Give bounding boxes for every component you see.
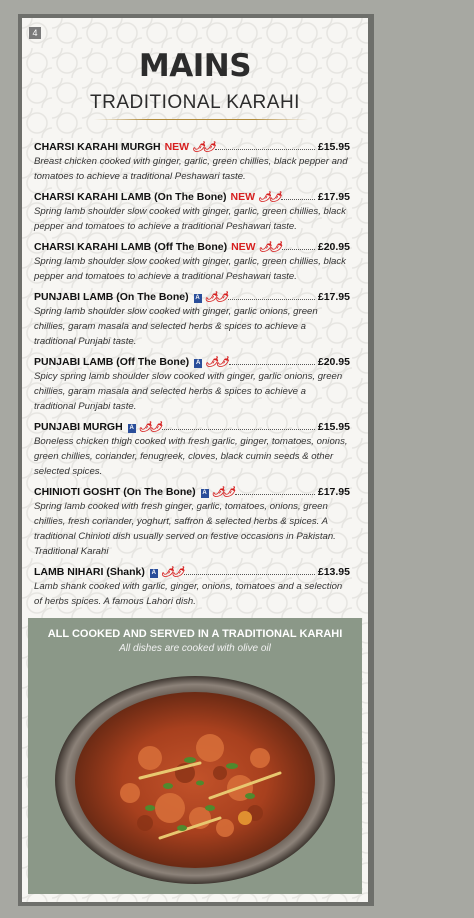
menu-item-description: Spicy spring lamb shoulder slow cooked with ginger, garlic onions, green chillies, garam masala and selected herbs & spices to achieve a traditional Punjabi taste.	[34, 371, 343, 412]
menu-item-header	[34, 138, 350, 153]
menu-item	[34, 288, 350, 349]
menu-item-name: PUNJABI LAMB (Off The Bone)	[34, 356, 190, 368]
menu-item-description: Spring lamb cooked with fresh ginger, garlic, tomatoes, onions, green chillies, fresh coriander, yoghurt, saffron & selected herbs & spices. A traditional Chinioti dish usually served on festive occasions in Pakistan. Traditional Karahi	[34, 501, 336, 557]
section-subtitle: TRADITIONAL KARAHI	[90, 92, 300, 113]
menu-item-name: CHARSI KARAHI LAMB (Off The Bone)	[34, 241, 228, 253]
menu-item-name: CHARSI KARAHI LAMB (On The Bone)	[34, 191, 227, 203]
menu-item-price: £15.95	[317, 421, 350, 433]
page-number: 4	[29, 27, 41, 39]
menu-item-header	[34, 238, 350, 253]
allergen-icon: A	[195, 295, 200, 301]
title-divider	[94, 119, 308, 120]
allergen-icon: A	[202, 490, 207, 496]
allergen-icon: A	[129, 425, 134, 431]
menu-item	[34, 353, 350, 414]
dot-leader	[184, 574, 315, 575]
menu-item	[34, 483, 350, 559]
dot-leader	[235, 494, 315, 495]
allergen-icon: A	[151, 570, 157, 576]
chilli-icon: 🌶🌶	[192, 142, 214, 153]
menu-item-header	[34, 418, 350, 433]
menu-item-name: CHARSI KARAHI MURGH	[34, 141, 161, 153]
dot-leader	[282, 249, 315, 250]
chilli-icon: 🌶🌶	[205, 357, 227, 368]
menu-item	[34, 418, 350, 479]
menu-item-header	[34, 353, 350, 368]
menu-item-header	[34, 188, 350, 203]
menu-item	[34, 563, 350, 609]
menu-item-price: £15.95	[317, 141, 350, 153]
karahi-photo-panel	[28, 618, 362, 894]
menu-item	[34, 138, 350, 184]
dot-leader	[162, 429, 315, 430]
dot-leader	[229, 364, 315, 365]
menu-item-price: £17.95	[317, 191, 350, 203]
menu-item-header	[34, 288, 350, 303]
menu-item-price: £13.95	[317, 566, 350, 578]
page-title: MAINS	[138, 48, 252, 84]
menu-item-header	[34, 563, 350, 578]
panel-title: ALL COOKED AND SERVED IN A TRADITIONAL KARAHI	[47, 628, 343, 640]
menu-item-price: £20.95	[317, 356, 350, 368]
menu-item-description: Boneless chicken thigh cooked with fresh garlic, ginger, tomatoes, onions, green chillies, coriander, fenugreek, cloves, black cumin seeds & other selected spices.	[34, 436, 348, 477]
new-badge: NEW	[230, 191, 255, 203]
menu-item	[34, 238, 350, 284]
menu-item-description: Breast chicken cooked with ginger, garlic, green chillies, black pepper and tomatoes to achieve a traditional Peshawari taste.	[34, 156, 348, 182]
karahi-dish-photo	[50, 668, 340, 888]
chilli-icon: 🌶🌶	[211, 487, 233, 498]
chilli-icon: 🌶🌶	[204, 292, 226, 303]
menu-item-description: Spring lamb shoulder slow cooked with ginger, garlic onions, green chillies, garam masala and selected herbs & spices to achieve a traditional Punjabi taste.	[34, 306, 318, 347]
chilli-icon: 🌶🌶	[138, 422, 161, 433]
dot-leader	[228, 299, 315, 300]
menu-item-name: PUNJABI MURGH	[34, 421, 123, 433]
chilli-icon: 🌶🌶	[258, 242, 280, 253]
dot-leader	[281, 199, 314, 200]
menu-item-name: PUNJABI LAMB (On The Bone)	[34, 291, 189, 303]
new-badge: NEW	[164, 141, 190, 153]
panel-subtitle: All dishes are cooked with olive oil	[119, 643, 271, 654]
menu-item-name: LAMB NIHARI (Shank)	[34, 566, 145, 578]
menu-item	[34, 188, 350, 234]
menu-item-price: £17.95	[317, 486, 350, 498]
new-badge: NEW	[231, 241, 256, 253]
chilli-icon: 🌶🌶	[258, 192, 280, 203]
menu-item-description: Spring lamb shoulder slow cooked with ginger, garlic, green chillies, black pepper and tomatoes to achieve a traditional Peshawari taste.	[34, 206, 346, 232]
menu-item-description: Spring lamb shoulder slow cooked with ginger, garlic, green chillies, black pepper and tomatoes to achieve a traditional Peshawari taste.	[34, 256, 346, 282]
menu-items-list	[34, 138, 350, 613]
menu-item-name: CHINIOTI GOSHT (On The Bone)	[34, 486, 196, 498]
dot-leader	[215, 149, 314, 150]
allergen-icon: A	[196, 360, 201, 366]
menu-item-description: Lamb shank cooked with garlic, ginger, onions, tomatoes and a selection of herbs spices. A famous Lahori dish.	[34, 581, 343, 607]
menu-item-price: £17.95	[317, 291, 350, 303]
menu-item-header	[34, 483, 350, 498]
chilli-icon: 🌶🌶	[160, 567, 183, 578]
menu-page	[22, 18, 368, 902]
menu-item-price: £20.95	[317, 241, 350, 253]
